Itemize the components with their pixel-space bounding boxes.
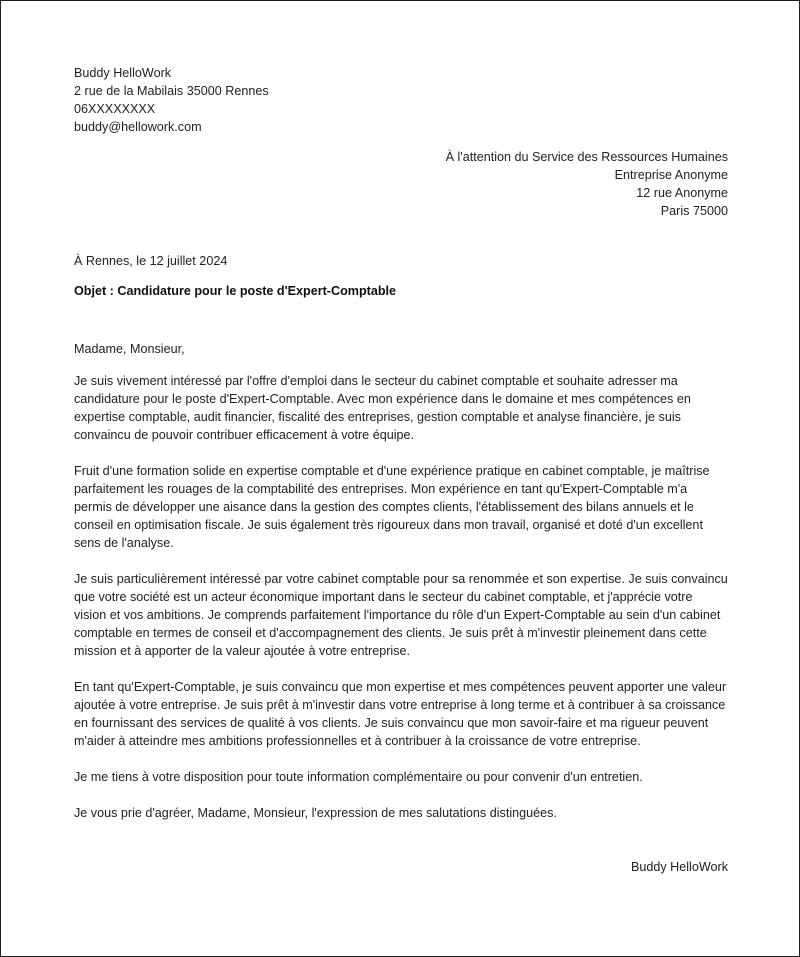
recipient-block [74, 148, 728, 220]
closing-availability: Je me tiens à votre disposition pour toute information complémentaire ou pour convenir d'un entretien. [74, 770, 643, 784]
body-paragraph-2: Fruit d'une formation solide en expertise comptable et d'une expérience pratique en cabinet comptable, je maîtrise parfaitement les rouages de la comptabilité des entreprises. Mon expérience en tant qu'Expert-Comptable m'a permis de développer une aisance dans la gestion des comptes clients, l'établissement des bilans annuels et le conseil en optimisation fiscale. Je suis également très rigoureux dans mon travail, organisé et doté d'un excellent sens de l'analyse. [74, 464, 710, 550]
sender-email: buddy@hellowork.com [74, 120, 202, 134]
recipient-street: 12 rue Anonyme [636, 186, 728, 200]
sender-name: Buddy HelloWork [74, 66, 172, 80]
sender-block [74, 64, 728, 136]
body-paragraph-4: En tant qu'Expert-Comptable, je suis convaincu que mon expertise et mes compétences peuvent apporter une valeur ajoutée à votre entreprise. Je suis prêt à m'investir dans votre entreprise à long terme et à contribuer à sa croissance en fournissant des services de qualité à vos clients. Je suis convaincu que mon savoir-faire et ma rigueur peuvent m'aider à atteindre mes ambitions professionnelles et à contribuer à la croissance de votre entreprise. [74, 680, 727, 748]
recipient-company: Entreprise Anonyme [614, 168, 728, 182]
recipient-city: Paris 75000 [660, 204, 728, 218]
letter-subject: Objet : Candidature pour le poste d'Expert-Comptable [74, 284, 397, 298]
letter-salutation: Madame, Monsieur, [74, 342, 185, 356]
letter-content [74, 64, 728, 876]
signature: Buddy HelloWork [630, 860, 728, 874]
sender-phone: 06XXXXXXXX [74, 102, 156, 116]
letter-date: À Rennes, le 12 juillet 2024 [74, 254, 228, 268]
sender-address: 2 rue de la Mabilais 35000 Rennes [74, 84, 269, 98]
recipient-attention: À l'attention du Service des Ressources Humaines [445, 150, 728, 164]
closing-formula: Je vous prie d'agréer, Madame, Monsieur, l'expression de mes salutations distinguées. [74, 806, 557, 820]
body-paragraph-1: Je suis vivement intéressé par l'offre d'emploi dans le secteur du cabinet comptable et souhaite adresser ma candidature pour le poste d'Expert-Comptable. Avec mon expérience dans le domaine et mes compétences en expertise comptable, audit financier, fiscalité des entreprises, gestion comptable et analyse financière, je suis convaincu de pouvoir contribuer efficacement à votre équipe. [74, 374, 691, 442]
body-paragraph-3: Je suis particulièrement intéressé par votre cabinet comptable pour sa renommée et son expertise. Je suis convaincu que votre société est un acteur économique important dans le secteur du cabinet comptable, et j'apprécie votre vision et vos ambitions. Je comprends parfaitement l'importance du rôle d'un Expert-Comptable au sein d'un cabinet comptable en termes de conseil et d'accompagnement des clients. Je suis prêt à m'investir pleinement dans cette mission et à apporter de la valeur ajoutée à votre entreprise. [74, 572, 728, 658]
